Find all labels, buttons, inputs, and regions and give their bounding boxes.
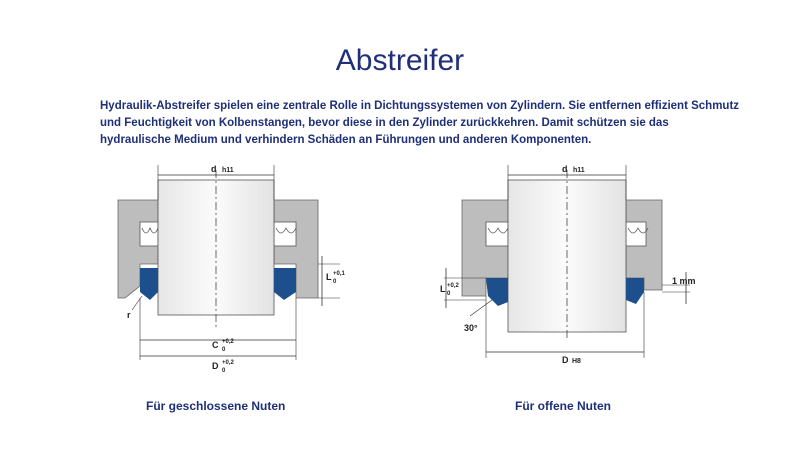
right-seal-right: [626, 278, 644, 304]
left-dim-l: L: [326, 272, 332, 282]
intro-text: Hydraulik-Abstreifer spielen eine zentrale Rolle in Dichtungssystemen von Zylindern. Sie entfernen effizient Schmutz und Feuchtigkeit von Kolbenstangen, bevor diese in den Zylinder zurückkehren. Damit schützen sie das hydraulische Medium und verhindern Schäden an Führungen und anderen Komponenten.: [100, 100, 740, 146]
left-dim-c-tol-up: +0,2: [222, 339, 234, 345]
left-dim-c: C: [212, 340, 219, 350]
right-dim-d-tol: h11: [573, 167, 585, 174]
right-dim-l-tol-low: 0: [447, 291, 451, 297]
left-dim-dd-tol-up: +0,2: [222, 360, 234, 366]
right-dim-dh-tol: H8: [572, 358, 581, 365]
left-label-r: r: [127, 310, 131, 320]
left-dim-d: d: [211, 164, 217, 174]
left-dim-l-tol-up: +0,1: [333, 271, 345, 277]
right-dim-dh: D: [562, 355, 569, 365]
right-angle-label: 30°: [464, 323, 478, 333]
left-dim-dd-tol-low: 0: [222, 368, 226, 374]
right-dim-l: L: [440, 284, 446, 294]
right-dim-1mm: 1 mm: [672, 276, 696, 286]
right-dim-d: d: [562, 164, 568, 174]
left-dim-c-tol-low: 0: [222, 347, 226, 353]
left-dim-d-tol: h11: [222, 167, 234, 174]
left-dim-dd: D: [212, 361, 219, 371]
right-dim-l-tol-up: +0,2: [447, 283, 459, 289]
page-title: Abstreifer: [335, 44, 465, 77]
left-dim-l-tol-low: 0: [333, 279, 337, 285]
right-caption: Für offene Nuten: [515, 399, 611, 413]
left-caption: Für geschlossene Nuten: [146, 399, 286, 413]
